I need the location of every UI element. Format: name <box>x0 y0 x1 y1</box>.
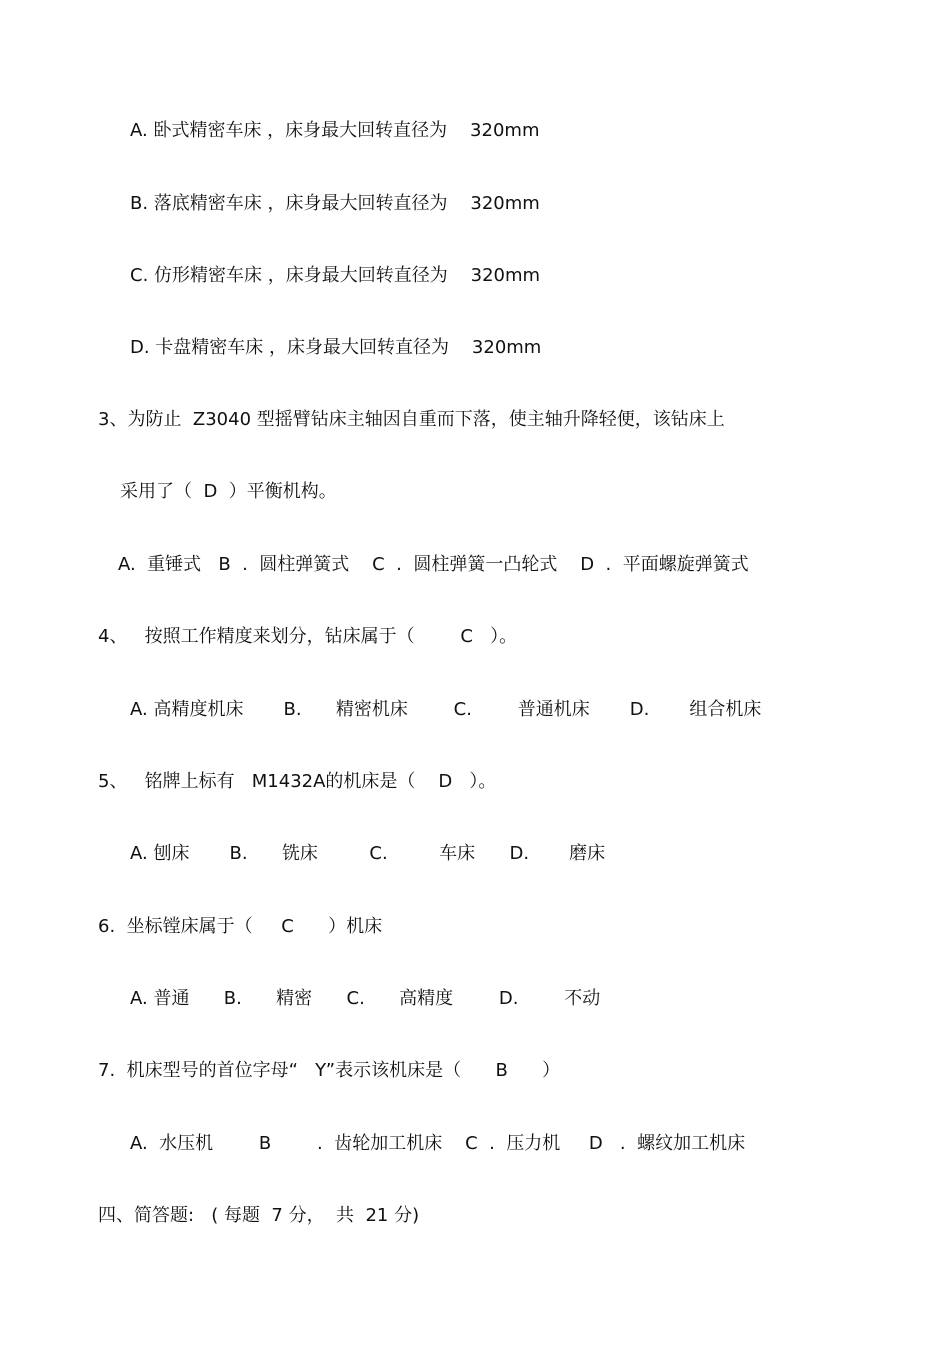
question-line: 5、 铭牌上标有 M1432A的机床是（ D ）。 <box>98 771 497 792</box>
option-line: A. 高精度机床 B. 精密机床 C. 普通机床 D. 组合机床 <box>130 699 762 720</box>
section-heading: 四、简答题: ( 每题 7 分， 共 21 分) <box>98 1205 420 1226</box>
option-line: A. 卧式精密车床 ，床身最大回转直径为 320mm <box>130 120 540 141</box>
question-line: 采用了（ D ）平衡机构。 <box>120 481 337 502</box>
option-line: D. 卡盘精密车床 ，床身最大回转直径为 320mm <box>130 337 542 358</box>
question-line: 7. 机床型号的首位字母“ Y”表示该机床是（ B ） <box>98 1060 561 1081</box>
question-line: 4、 按照工作精度来划分，钻床属于（ C ）。 <box>98 626 518 647</box>
option-line: B. 落底精密车床 ，床身最大回转直径为 320mm <box>130 193 540 214</box>
question-line: 6. 坐标镗床属于（ C ）机床 <box>98 916 383 937</box>
question-line: 3、为防止 Z3040 型摇臂钻床主轴因自重而下落，使主轴升降轻便，该钻床上 <box>98 409 725 430</box>
option-line: A. 重锤式 B . 圆柱弹簧式 C . 圆柱弹簧一凸轮式 D . 平面螺旋弹簧式 <box>118 554 749 575</box>
option-line: C. 仿形精密车床 ，床身最大回转直径为 320mm <box>130 265 541 286</box>
option-line: A. 水压机 B . 齿轮加工机床 C . 压力机 D . 螺纹加工机床 <box>130 1133 746 1154</box>
option-line: A. 普通 B. 精密 C. 高精度 D. 不动 <box>130 988 601 1009</box>
option-line: A. 刨床 B. 铣床 C. 车床 D. 磨床 <box>130 843 606 864</box>
